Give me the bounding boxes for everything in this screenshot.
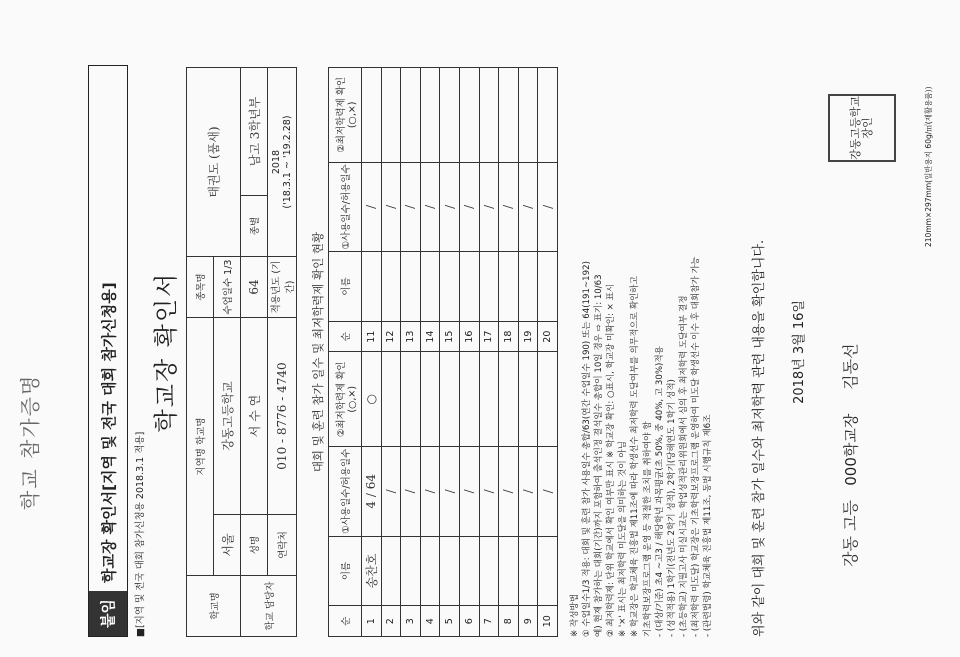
cell-min xyxy=(420,68,440,163)
cell-days: / xyxy=(381,447,401,536)
cell-min xyxy=(401,352,421,447)
cell-min xyxy=(538,68,558,163)
method-line: - (최저학력 미도달) 학교장은 기초학력보장프로그램 운영하여 미도달 학생선수 이수 후 대회참가 가능 xyxy=(690,256,701,637)
label-contact: 연락처 xyxy=(268,515,297,576)
method-line: - (관련법령) 학교체육 진흥법 제11조, 동법 시행규칙 제6조 xyxy=(703,414,714,637)
method-line: ② 최저학력제: 단위 학교에서 확인 여부만 표시 ※ 학교장 확인: ○표시, 학교장 미확인: × 표시 xyxy=(606,283,617,637)
cell-name xyxy=(440,252,460,322)
table-row xyxy=(440,68,460,637)
school-name-value: 강동고등학교 xyxy=(214,318,241,515)
cell-name xyxy=(499,536,519,606)
writing-method xyxy=(569,62,714,637)
status-table-body xyxy=(362,68,558,637)
cell-min xyxy=(440,352,460,447)
cell-name: 송찬호 xyxy=(362,536,382,606)
cell-no: 16 xyxy=(459,321,479,352)
cell-min xyxy=(479,352,499,447)
margin-handwriting: 학교 참가증명 xyxy=(18,373,42,510)
cell-min xyxy=(518,352,538,447)
label-school: 학교명 xyxy=(187,576,241,637)
col-name-2: 이름 xyxy=(329,252,362,322)
label-teacher: 학교 담당자 xyxy=(241,576,297,637)
signature-school: 강동 고등 xyxy=(841,500,860,567)
cell-no: 15 xyxy=(440,321,460,352)
cell-min xyxy=(518,68,538,163)
school-info-table xyxy=(186,67,297,637)
region-value: 서울 xyxy=(214,515,241,576)
days-value: 64 xyxy=(241,257,268,318)
table-row xyxy=(459,68,479,637)
col-days: ①사용일수/허용일수 xyxy=(329,447,362,536)
cell-name xyxy=(479,252,499,322)
cell-days: / xyxy=(479,162,499,251)
col-days-2: ①사용일수/허용일수 xyxy=(329,162,362,251)
signature-title: 000학교장 xyxy=(842,413,860,486)
table-row xyxy=(381,68,401,637)
cell-days: / xyxy=(440,162,460,251)
col-name: 이름 xyxy=(329,536,362,606)
cell-days: / xyxy=(401,447,421,536)
method-line: 예) 현재 참가하는 대회(기간)까지 포함하여 출석인정 결석일수 총합이 10일 경우 ⇨ 표기: 10/63 xyxy=(594,274,605,637)
cell-min xyxy=(381,352,401,447)
year-value: 2018 xyxy=(271,149,282,175)
cell-name xyxy=(518,536,538,606)
cell-min xyxy=(420,352,440,447)
signature-name: 김동선 xyxy=(841,343,860,390)
method-line: ※ '×' 표시는 최저학력 미도달을 의미하는 것이 아님 xyxy=(618,441,629,637)
cell-name xyxy=(538,252,558,322)
signature-line xyxy=(838,343,861,567)
note-line: ■[지역 및 전국 대회 참가신청용 2018.3.1 적용] xyxy=(135,431,146,637)
cell-no: 8 xyxy=(499,606,519,637)
label-type: 종별 xyxy=(241,196,268,257)
cell-days: / xyxy=(381,162,401,251)
document-page xyxy=(58,47,948,657)
cell-min xyxy=(459,352,479,447)
label-year: 적용년도 (기간) xyxy=(268,257,297,318)
label-name: 성명 xyxy=(241,515,268,576)
cell-days: / xyxy=(479,447,499,536)
year-range: ('18.3.1 ~ '19.2.28) xyxy=(282,115,293,209)
year-cell xyxy=(268,68,297,257)
teacher-name-value: 서 수 연 xyxy=(241,318,268,515)
cell-no: 11 xyxy=(362,321,382,352)
method-line: - (대상/기준) 초4 ~고3 / 해당학년 과목평균(초 50%, 중 40%, 고 30%)적용 xyxy=(654,346,665,637)
col-no: 순 xyxy=(329,606,362,637)
method-title: ※ 작성방법 xyxy=(570,593,580,637)
cell-no: 1 xyxy=(362,606,382,637)
status-table xyxy=(328,67,558,637)
cell-name xyxy=(401,536,421,606)
cell-no: 3 xyxy=(401,606,421,637)
cell-days: / xyxy=(401,162,421,251)
cell-no: 10 xyxy=(538,606,558,637)
event-value: 태권도 (품새) xyxy=(187,68,241,257)
official-seal xyxy=(828,94,896,162)
cell-min xyxy=(459,68,479,163)
cell-min xyxy=(499,68,519,163)
cell-days: / xyxy=(420,162,440,251)
cell-min xyxy=(362,68,382,163)
cell-min: ○ xyxy=(362,352,382,447)
table-row xyxy=(518,68,538,637)
cell-days: / xyxy=(499,162,519,251)
cell-days: / xyxy=(538,447,558,536)
cell-days: / xyxy=(538,162,558,251)
cell-no: 17 xyxy=(479,321,499,352)
status-table-caption: 대회 및 훈련 참가 일수 및 최저학력제 확인 현황 xyxy=(311,231,325,473)
seal-text: 강동고등학교장인 xyxy=(849,96,874,160)
cell-min xyxy=(479,68,499,163)
cell-min xyxy=(381,68,401,163)
cell-min xyxy=(401,68,421,163)
cell-days: / xyxy=(362,162,382,251)
table-row xyxy=(538,68,558,637)
type-value: 남고 3학년부 xyxy=(241,68,268,196)
cell-days: / xyxy=(440,447,460,536)
method-line: - (초등학교) 지필고사 미실시교는 학업성적관리위원회에서 심의 후 최저학력 도달여부 결정 xyxy=(678,295,689,637)
cell-min xyxy=(499,352,519,447)
paper-size-note: 210mm×297mm(일반용지 60g/㎡(재활용품)) xyxy=(924,86,933,247)
col-min-2: ②최저학력제 확인(○,×) xyxy=(329,68,362,163)
col-min: ②최저학력제 확인(○,×) xyxy=(329,352,362,447)
label-region-school: 지역명 학교명 xyxy=(187,318,214,576)
cell-no: 14 xyxy=(420,321,440,352)
col-no-2: 순 xyxy=(329,321,362,352)
table-row xyxy=(499,68,519,637)
cell-no: 5 xyxy=(440,606,460,637)
cell-days: / xyxy=(518,162,538,251)
cell-name xyxy=(362,252,382,322)
method-line: ※ 학교장은 학교체육 진흥법 제11조에 따라 학생선수 최저학력 도달여부를 의무적으로 확인하고 xyxy=(630,276,641,637)
table-row xyxy=(479,68,499,637)
cell-no: 20 xyxy=(538,321,558,352)
method-line: - (성적적용) 1학기(전년도 2학기 성적), 2학기(당해연도 1학기 성적) xyxy=(666,379,677,637)
cell-name xyxy=(459,252,479,322)
cell-days: / xyxy=(499,447,519,536)
cell-no: 9 xyxy=(518,606,538,637)
document-header xyxy=(88,65,128,637)
cell-name xyxy=(420,252,440,322)
attachment-tag: 붙임 xyxy=(89,591,127,636)
cell-min xyxy=(538,352,558,447)
cell-name xyxy=(538,536,558,606)
cell-no: 18 xyxy=(499,321,519,352)
cell-name xyxy=(440,536,460,606)
table-row xyxy=(362,68,382,637)
issue-date: 2018년 3월 16일 xyxy=(792,300,807,404)
cell-no: 13 xyxy=(401,321,421,352)
cell-min xyxy=(440,68,460,163)
cell-name xyxy=(381,252,401,322)
table-row xyxy=(420,68,440,637)
cell-no: 4 xyxy=(420,606,440,637)
cell-days: / xyxy=(459,162,479,251)
cell-name xyxy=(381,536,401,606)
cell-days: / xyxy=(420,447,440,536)
cell-days: 4 / 64 xyxy=(362,447,382,536)
header-title: 학교장 확인서[지역 및 전국 대회 참가신청용] xyxy=(99,282,118,584)
cell-name xyxy=(479,536,499,606)
cell-no: 7 xyxy=(479,606,499,637)
cell-no: 19 xyxy=(518,321,538,352)
cell-days: / xyxy=(518,447,538,536)
cell-name xyxy=(420,536,440,606)
page-title: 학교장 확인서 xyxy=(152,271,180,433)
method-line: ① 수업일수1/3 적용: 대회 및 훈련 참가 사용일수 총합/63(연간 수업일수 190) 또는 64(191~192) xyxy=(582,261,593,637)
contact-value: 010 - 8776 - 4740 xyxy=(268,318,297,515)
cell-no: 2 xyxy=(381,606,401,637)
cell-days: / xyxy=(459,447,479,536)
method-line: 기초학력보장프로그램 운영 등 적절한 조치를 취하여야 함 xyxy=(642,421,653,637)
cell-name xyxy=(459,536,479,606)
cell-no: 12 xyxy=(381,321,401,352)
cell-no: 6 xyxy=(459,606,479,637)
cell-name xyxy=(499,252,519,322)
cell-name xyxy=(518,252,538,322)
table-row xyxy=(401,68,421,637)
cell-name xyxy=(401,252,421,322)
label-days: 수업일수 1/3 xyxy=(214,257,241,318)
confirm-statement: 위와 같이 대회 및 훈련 참가 일수와 최저학력 관련 내용을 확인합니다. xyxy=(752,239,767,637)
label-event: 종목명 xyxy=(187,257,214,318)
